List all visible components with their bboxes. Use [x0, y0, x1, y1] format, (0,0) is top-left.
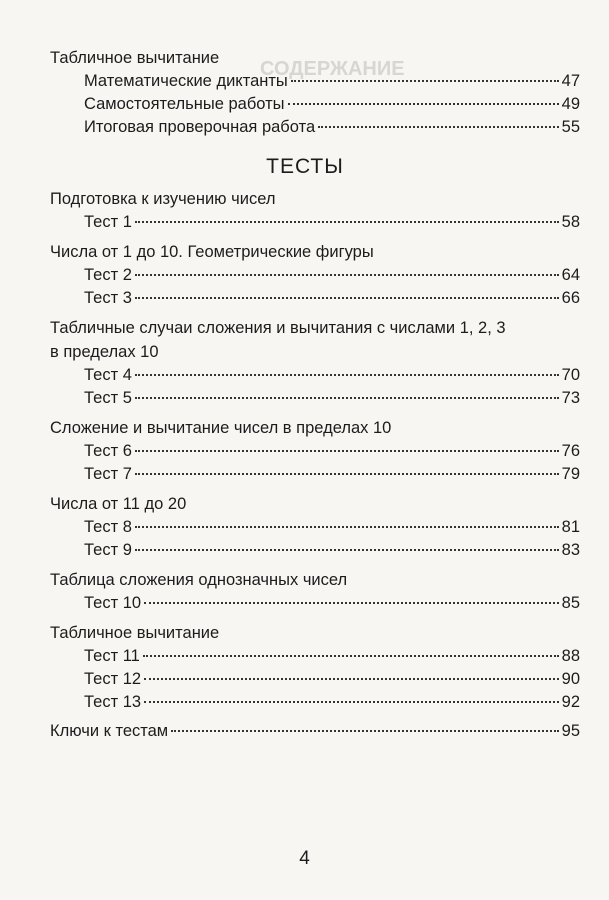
entry-page: 85 [561, 594, 580, 612]
toc-entry [50, 592, 580, 615]
table-of-contents [50, 46, 580, 743]
dot-leader [135, 526, 559, 528]
entry-label: Тест 8 [84, 518, 132, 536]
toc-entry [50, 539, 580, 562]
entry-label: Ключи к тестам [50, 722, 169, 740]
dot-leader [144, 602, 559, 604]
toc-entry [50, 645, 580, 668]
dot-leader [135, 297, 559, 299]
entry-page: 95 [561, 722, 580, 740]
section-title: Числа от 1 до 10. Геометрические фигуры [50, 243, 374, 261]
dot-leader [318, 126, 559, 128]
entry-page: 90 [561, 670, 580, 688]
toc-entry [50, 691, 580, 714]
section-title-continued: в пределах 10 [50, 343, 159, 361]
section-title: Сложение и вычитание чисел в пределах 10 [50, 419, 392, 437]
toc-entry [50, 287, 580, 310]
dot-leader [135, 549, 559, 551]
page-number: 4 [299, 848, 310, 869]
entry-page: 73 [561, 389, 580, 407]
dot-leader [135, 274, 559, 276]
entry-label: Тест 3 [84, 289, 132, 307]
entry-label: Итоговая проверочная работа [84, 118, 316, 136]
entry-page: 92 [561, 693, 580, 711]
entry-label: Тест 7 [84, 465, 132, 483]
section-title: Таблица сложения однозначных чисел [50, 571, 348, 589]
entry-label: Тест 2 [84, 266, 132, 284]
dot-leader [288, 103, 559, 105]
entry-page: 79 [561, 465, 580, 483]
toc-entry [50, 70, 580, 93]
dot-leader [135, 473, 559, 475]
entry-page: 49 [561, 95, 580, 113]
entry-label: Тест 11 [84, 647, 140, 665]
section-title: Табличное вычитание [50, 49, 220, 67]
toc-entry [50, 116, 580, 139]
entry-page: 83 [561, 541, 580, 559]
section-title: Подготовка к изучению чисел [50, 190, 276, 208]
entry-page: 66 [561, 289, 580, 307]
toc-entry [50, 264, 580, 287]
section-title: Числа от 11 до 20 [50, 495, 187, 513]
toc-entry [50, 211, 580, 234]
section-title: Табличное вычитание [50, 624, 220, 642]
entry-page: 81 [561, 518, 580, 536]
entry-page: 58 [561, 213, 580, 231]
entry-label: Тест 12 [84, 670, 142, 688]
dot-leader [171, 730, 558, 732]
dot-leader [135, 374, 559, 376]
entry-page: 55 [561, 118, 580, 136]
toc-entry [50, 463, 580, 486]
toc-entry-keys [50, 720, 580, 743]
show-through-heading: СОДЕРЖАНИЕ [260, 58, 405, 80]
dot-leader [135, 397, 559, 399]
dot-leader [144, 678, 559, 680]
entry-label: Математические диктанты [84, 72, 288, 90]
dot-leader [143, 655, 559, 657]
toc-entry [50, 668, 580, 691]
tests-heading: ТЕСТЫ [266, 155, 344, 178]
toc-entry [50, 440, 580, 463]
toc-entry [50, 387, 580, 410]
section-title: Табличные случаи сложения и вычитания с числами 1, 2, 3 [50, 319, 506, 337]
dot-leader [135, 450, 559, 452]
toc-entry [50, 516, 580, 539]
entry-label: Тест 1 [84, 213, 132, 231]
entry-page: 47 [561, 72, 580, 90]
entry-page: 70 [561, 366, 580, 384]
toc-entry [50, 93, 580, 116]
dot-leader [135, 221, 559, 223]
entry-label: Тест 9 [84, 541, 132, 559]
entry-page: 76 [561, 442, 580, 460]
dot-leader [144, 701, 559, 703]
entry-page: 88 [561, 647, 580, 665]
entry-label: Тест 10 [84, 594, 142, 612]
entry-page: 64 [561, 266, 580, 284]
entry-label: Тест 6 [84, 442, 132, 460]
entry-label: Тест 5 [84, 389, 132, 407]
dot-leader [291, 80, 559, 82]
toc-entry [50, 364, 580, 387]
entry-label: Тест 4 [84, 366, 132, 384]
entry-label: Самостоятельные работы [84, 95, 285, 113]
entry-label: Тест 13 [84, 693, 142, 711]
